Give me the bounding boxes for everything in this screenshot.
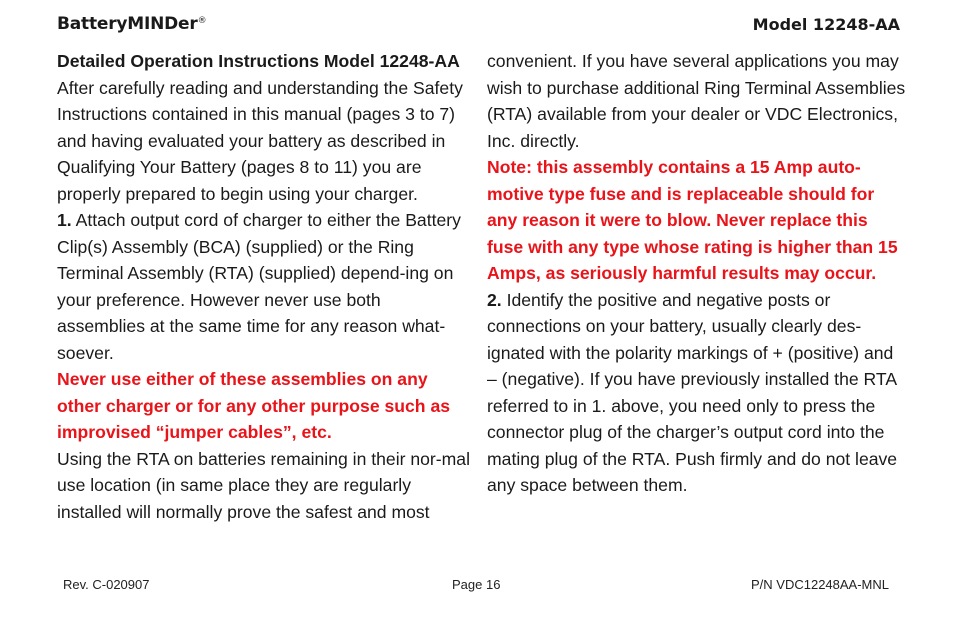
fuse-note-paragraph: Note: this assembly contains a 15 Amp auto-motive type fuse and is replaceable should for any reason it were to blow. Never replace this fuse with any type whose rating is higher than 15 Amps, as seriously harmful results may occur.: [487, 157, 898, 283]
brand-logo: [57, 14, 206, 34]
section-heading: Detailed Operation Instructions Model 12248-AA: [57, 51, 460, 71]
model-title: Model 12248-AA: [752, 15, 900, 34]
step-1-number: 1.: [57, 210, 72, 230]
footer-part-number: P/N VDC12248AA-MNL: [751, 577, 889, 592]
continuation-paragraph: convenient. If you have several applications you may wish to purchase additional Ring Terminal Assemblies (RTA) available from your dealer or VDC Electronics, Inc. directly.: [487, 51, 906, 151]
footer-revision: Rev. C-020907: [63, 577, 150, 592]
rta-paragraph: Using the RTA on batteries remaining in their nor-mal use location (in same place they are regularly installed will normally prove the safest and most: [57, 448, 470, 522]
intro-paragraph: After carefully reading and understanding the Safety Instructions contained in this manual (pages 3 to 7) and having evaluated your battery as described in Qualifying Your Battery (pages 8 to 11) you are properly prepared to begin using your charger.: [57, 77, 463, 204]
left-column: [57, 48, 472, 525]
step-1-text: Attach output cord of charger to either the Battery Clip(s) Assembly (BCA) (supplied) or the Ring Terminal Assembly (RTA) (supplied) depend-ing on your preference. However never use both assemblies at the same time for any reason what-soever.: [57, 210, 461, 363]
footer-page-number: Page 16: [452, 577, 501, 592]
step-2-text: Identify the positive and negative posts or connections on your battery, usually clearly des-ignated with the polarity markings of + (positive) and – (negative). If you have previously installed the RTA referred to in 1. above, you need only to press the connector plug of the charger’s output cord into the mating plug of the RTA. Push firmly and do not leave any space between them.: [487, 289, 898, 495]
brand-name: BatteryMINDer: [57, 14, 198, 34]
step-1-paragraph: [57, 207, 472, 366]
step-2-paragraph: [487, 287, 907, 499]
warning-paragraph: Never use either of these assemblies on any other charger or for any other purpose such as improvised “jumper cables”, etc.: [57, 369, 451, 442]
right-column: [487, 48, 907, 499]
registered-mark: ®: [197, 16, 207, 26]
step-2-number: 2.: [487, 289, 502, 310]
